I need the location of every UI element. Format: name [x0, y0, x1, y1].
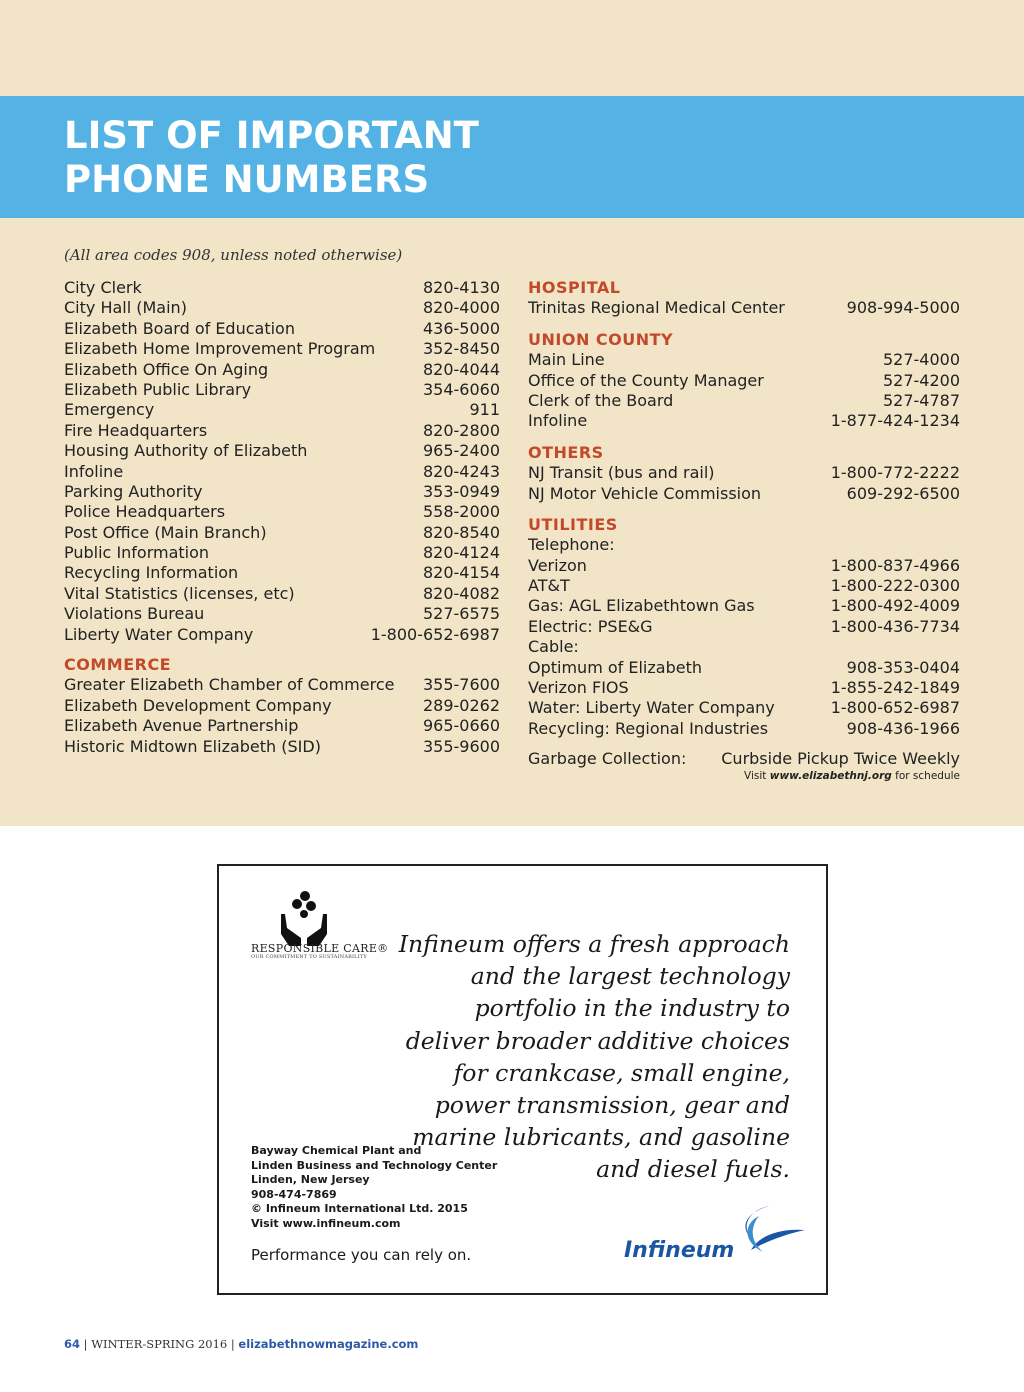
others-contact-name: NJ Transit (bus and rail): [528, 463, 715, 483]
city-contact-row: [64, 462, 500, 482]
commerce-contact-name: Historic Midtown Elizabeth (SID): [64, 736, 321, 756]
commerce-contact-phone-number: 355-7600: [422, 675, 500, 695]
right-column: [528, 278, 960, 783]
hospital-contact-name: Trinitas Regional Medical Center: [528, 298, 785, 318]
city-contact-name: Elizabeth Public Library: [64, 379, 252, 399]
city-contact-phone-number: 820-4154: [422, 563, 500, 583]
utility-contact-row: [528, 535, 960, 555]
page-title: [64, 114, 664, 202]
utility-contact-row: [528, 617, 960, 637]
union-county-contact-phone-number: 527-4200: [882, 370, 960, 390]
city-contact-row: [64, 563, 500, 583]
utility-contact-name: Telephone:: [528, 535, 615, 555]
garbage-value: Curbside Pickup Twice Weekly: [721, 749, 960, 769]
city-contact-row: [64, 604, 500, 624]
others-contact-phone-number: 609-292-6500: [846, 483, 960, 503]
issue-label: WINTER-SPRING 2016: [91, 1337, 228, 1351]
union-county-contact-name: Clerk of the Board: [528, 390, 674, 410]
commerce-heading: COMMERCE: [64, 655, 172, 675]
city-contact-name: Liberty Water Company: [64, 624, 254, 644]
utility-contact-name: AT&T: [528, 576, 570, 596]
commerce-contact-phone-number: 355-9600: [422, 736, 500, 756]
city-contact-name: Housing Authority of Elizabeth: [64, 441, 308, 461]
commerce-list: [64, 675, 500, 757]
city-contact-row: [64, 298, 500, 318]
hospital-contact-phone-number: 908-994-5000: [846, 298, 960, 318]
union-county-contact-phone-number: 1-877-424-1234: [830, 411, 960, 431]
city-contact-row: [64, 482, 500, 502]
others-contact-name: NJ Motor Vehicle Commission: [528, 483, 762, 503]
ad-address-line[interactable]: Visit www.infineum.com: [251, 1216, 401, 1230]
utility-contact-phone-number: 1-855-242-1849: [830, 678, 960, 698]
city-contact-row: [64, 543, 500, 563]
city-contact-name: Vital Statistics (licenses, etc): [64, 583, 295, 603]
city-contact-phone-number: 354-6060: [422, 379, 500, 399]
city-contact-name: Post Office (Main Branch): [64, 522, 267, 542]
union-county-contact-row: [528, 371, 960, 391]
footer-divider: |: [83, 1337, 92, 1351]
utility-contact-phone-number: 1-800-837-4966: [830, 555, 960, 575]
commerce-contact-phone-number: 965-0660: [422, 716, 500, 736]
page-title-line-2: PHONE NUMBERS: [64, 158, 430, 201]
responsible-care-label: RESPONSIBLE CARE®: [251, 942, 389, 955]
garbage-note-url[interactable]: www.elizabethnj.org: [769, 770, 892, 783]
ad-address-line: 908-474-7869: [251, 1187, 337, 1201]
ad-address-line: © Infineum International Ltd. 2015: [251, 1202, 468, 1216]
city-contact-row: [64, 441, 500, 461]
city-contact-phone-number: 527-6575: [422, 604, 500, 624]
city-contact-name: Elizabeth Home Improvement Program: [64, 339, 376, 359]
ad-address-block: [251, 1144, 497, 1232]
city-contact-row: [64, 502, 500, 522]
union-county-contact-name: Office of the County Manager: [528, 370, 764, 390]
commerce-contact-row: [64, 737, 500, 757]
others-list: [528, 463, 960, 504]
city-contact-row: [64, 380, 500, 400]
infineum-advertisement: [217, 864, 828, 1295]
others-contact-phone-number: 1-800-772-2222: [830, 463, 960, 483]
city-contact-name: City Clerk: [64, 278, 142, 297]
city-contact-row: [64, 339, 500, 359]
city-contact-row: [64, 625, 500, 645]
city-contact-row: [64, 278, 500, 298]
garbage-note: [528, 769, 960, 783]
utility-contact-name: Electric: PSE&G: [528, 616, 653, 636]
others-contact-row: [528, 484, 960, 504]
city-contact-name: City Hall (Main): [64, 298, 187, 318]
utility-contact-name: Gas: AGL Elizabethtown Gas: [528, 596, 755, 616]
commerce-contact-row: [64, 716, 500, 736]
union-county-heading: UNION COUNTY: [528, 329, 674, 349]
city-contact-name: Fire Headquarters: [64, 420, 208, 440]
utility-contact-row: [528, 556, 960, 576]
utilities-list: [528, 535, 960, 739]
utility-contact-row: [528, 698, 960, 718]
union-county-contact-name: Main Line: [528, 350, 605, 370]
city-contact-row: [64, 400, 500, 420]
utility-contact-name: Cable:: [528, 637, 579, 657]
union-county-contact-row: [528, 411, 960, 431]
utility-contact-row: [528, 637, 960, 657]
utility-contact-name: Verizon: [528, 555, 587, 575]
left-column: [64, 278, 500, 757]
utility-contact-phone-number: 1-800-222-0300: [830, 576, 960, 596]
city-contact-name: Elizabeth Board of Education: [64, 318, 295, 338]
city-contact-phone-number: 911: [469, 400, 500, 420]
city-contact-phone-number: 965-2400: [422, 441, 500, 461]
utility-contact-phone-number: 1-800-652-6987: [830, 698, 960, 718]
city-contact-name: Violations Bureau: [64, 604, 205, 624]
page-title-line-1: LIST OF IMPORTANT: [64, 114, 479, 157]
infineum-brand-name: Infineum: [624, 1238, 735, 1263]
garbage-collection-row: [528, 749, 960, 769]
city-contact-row: [64, 584, 500, 604]
city-contact-phone-number: 353-0949: [422, 481, 500, 501]
city-contact-phone-number: 820-4124: [422, 543, 500, 563]
utility-contact-name: Verizon FIOS: [528, 678, 629, 698]
utility-contact-phone-number: 1-800-492-4009: [830, 596, 960, 616]
utility-contact-name: Optimum of Elizabeth: [528, 657, 702, 677]
city-contact-name: Police Headquarters: [64, 502, 226, 522]
union-county-contact-phone-number: 527-4000: [882, 350, 960, 370]
city-contact-row: [64, 360, 500, 380]
responsible-care-subtitle: OUR COMMITMENT TO SUSTAINABILITY: [251, 954, 367, 960]
footer-divider: |: [230, 1337, 239, 1351]
city-contact-name: Infoline: [64, 461, 124, 481]
utility-contact-name: Recycling: Regional Industries: [528, 718, 769, 738]
utilities-heading: UTILITIES: [528, 514, 618, 534]
ad-address-line: Linden Business and Technology Center: [251, 1158, 498, 1172]
others-contact-row: [528, 463, 960, 483]
utility-contact-row: [528, 596, 960, 616]
utility-contact-phone-number: 1-800-436-7734: [830, 616, 960, 636]
page-footer: [64, 1337, 418, 1351]
city-contact-phone-number: 558-2000: [422, 502, 500, 522]
city-list: [64, 278, 500, 645]
city-contact-phone-number: 820-4130: [422, 278, 500, 297]
commerce-contact-row: [64, 696, 500, 716]
city-contact-phone-number: 820-4044: [422, 359, 500, 379]
utility-contact-row: [528, 658, 960, 678]
commerce-contact-name: Greater Elizabeth Chamber of Commerce: [64, 675, 395, 695]
city-contact-phone-number: 820-4000: [422, 298, 500, 318]
city-contact-row: [64, 319, 500, 339]
city-contact-row: [64, 421, 500, 441]
city-contact-name: Public Information: [64, 543, 210, 563]
garbage-note-suffix: for schedule: [895, 770, 960, 783]
hospital-list: [528, 298, 960, 318]
utility-contact-row: [528, 678, 960, 698]
city-contact-phone-number: 820-8540: [422, 522, 500, 542]
garbage-label: Garbage Collection:: [528, 749, 687, 769]
hospital-heading: HOSPITAL: [528, 278, 621, 297]
area-code-note: (All area codes 908, unless noted otherwise): [64, 246, 403, 264]
garbage-note-prefix: Visit: [744, 770, 767, 783]
union-county-contact-row: [528, 350, 960, 370]
city-contact-phone-number: 1-800-652-6987: [370, 624, 500, 644]
ad-tagline: Infineum offers a fresh approach and the largest technology portfolio in the industry to deliver broader additive choices for crankcase, small engine, power transmission, gear and marine lubricants, and gasoline and diesel fuels.: [398, 930, 790, 1184]
commerce-contact-phone-number: 289-0262: [422, 695, 500, 715]
union-county-list: [528, 350, 960, 432]
city-contact-row: [64, 523, 500, 543]
city-contact-phone-number: 352-8450: [422, 339, 500, 359]
commerce-contact-name: Elizabeth Development Company: [64, 695, 332, 715]
city-contact-phone-number: 820-2800: [422, 420, 500, 440]
city-contact-name: Recycling Information: [64, 563, 239, 583]
hospital-contact-row: [528, 298, 960, 318]
utility-contact-phone-number: 908-353-0404: [846, 657, 960, 677]
city-contact-phone-number: 820-4082: [422, 583, 500, 603]
union-county-contact-row: [528, 391, 960, 411]
others-heading: OTHERS: [528, 442, 604, 462]
ad-address-line: Bayway Chemical Plant and: [251, 1144, 422, 1157]
commerce-contact-row: [64, 675, 500, 695]
utility-contact-row: [528, 576, 960, 596]
union-county-contact-name: Infoline: [528, 411, 588, 431]
utility-contact-phone-number: 908-436-1966: [846, 718, 960, 738]
commerce-contact-name: Elizabeth Avenue Partnership: [64, 716, 299, 736]
ad-slogan: Performance you can rely on.: [251, 1246, 472, 1264]
union-county-contact-phone-number: 527-4787: [882, 390, 960, 410]
city-contact-phone-number: 820-4243: [422, 461, 500, 481]
city-contact-name: Elizabeth Office On Aging: [64, 359, 269, 379]
city-contact-phone-number: 436-5000: [422, 318, 500, 338]
utility-contact-name: Water: Liberty Water Company: [528, 698, 775, 718]
ad-address-line: Linden, New Jersey: [251, 1173, 370, 1187]
city-contact-name: Emergency: [64, 400, 155, 420]
utility-contact-row: [528, 719, 960, 739]
magazine-website-link[interactable]: elizabethnowmagazine.com: [238, 1337, 419, 1351]
page-number: 64: [64, 1337, 81, 1351]
city-contact-name: Parking Authority: [64, 481, 203, 501]
